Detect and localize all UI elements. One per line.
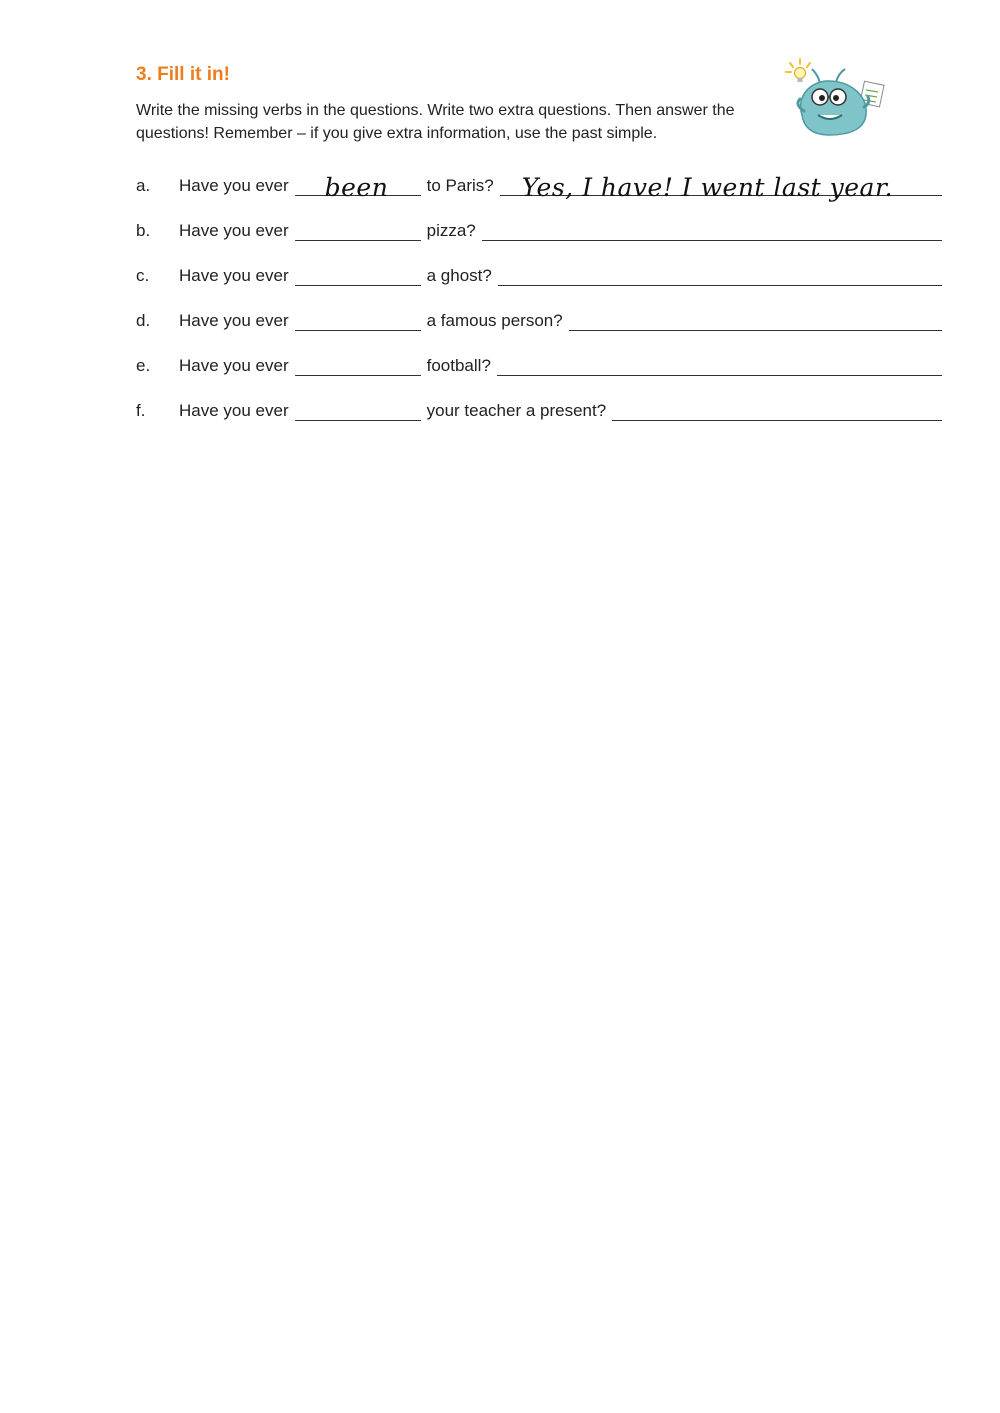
verb-blank-a[interactable] xyxy=(295,173,421,202)
question-rest: pizza? xyxy=(426,221,476,240)
answer-blank-b[interactable] xyxy=(482,220,942,241)
question-letter: c. xyxy=(136,266,150,285)
answer-blank-d[interactable] xyxy=(569,310,942,331)
exercise-instructions: Write the missing verbs in the questions. Write two extra questions. Then answer the questions! Remember – if you give extra information, use the past simple. xyxy=(136,102,735,142)
answer-blank-f[interactable] xyxy=(612,400,942,421)
question-stem: Have you ever xyxy=(179,311,289,330)
question-stem: Have you ever xyxy=(179,356,289,375)
lightbulb-monster-icon xyxy=(780,55,886,141)
question-row-d xyxy=(136,297,942,342)
exercise-title: 3. Fill it in! xyxy=(136,64,230,85)
question-rest: your teacher a present? xyxy=(426,401,607,420)
verb-blank-d[interactable] xyxy=(295,310,421,331)
verb-blank-e[interactable] xyxy=(295,355,421,376)
handwritten-answer: Yes, I have! I went last year. xyxy=(521,173,894,202)
verb-blank-f[interactable] xyxy=(295,400,421,421)
question-rest: to Paris? xyxy=(426,176,494,195)
question-letter: e. xyxy=(136,356,151,375)
verb-blank-c[interactable] xyxy=(295,265,421,286)
question-list xyxy=(136,162,942,432)
question-rest: a famous person? xyxy=(426,311,563,330)
question-letter: d. xyxy=(136,311,151,330)
question-stem: Have you ever xyxy=(179,221,289,240)
question-row-e xyxy=(136,342,942,387)
question-rest: a ghost? xyxy=(426,266,492,285)
answer-blank-c[interactable] xyxy=(498,265,942,286)
question-stem: Have you ever xyxy=(179,176,289,195)
question-rest: football? xyxy=(426,356,491,375)
question-letter: b. xyxy=(136,221,151,240)
question-letter: f. xyxy=(136,401,146,420)
question-row-a xyxy=(136,162,942,207)
verb-blank-b[interactable] xyxy=(295,220,421,241)
question-row-f xyxy=(136,387,942,432)
question-stem: Have you ever xyxy=(179,401,289,420)
handwritten-verb: been xyxy=(324,173,389,202)
question-row-c xyxy=(136,252,942,297)
answer-blank-e[interactable] xyxy=(497,355,942,376)
answer-blank-a[interactable] xyxy=(500,173,942,202)
question-row-b xyxy=(136,207,942,252)
question-stem: Have you ever xyxy=(179,266,289,285)
question-letter: a. xyxy=(136,176,151,195)
